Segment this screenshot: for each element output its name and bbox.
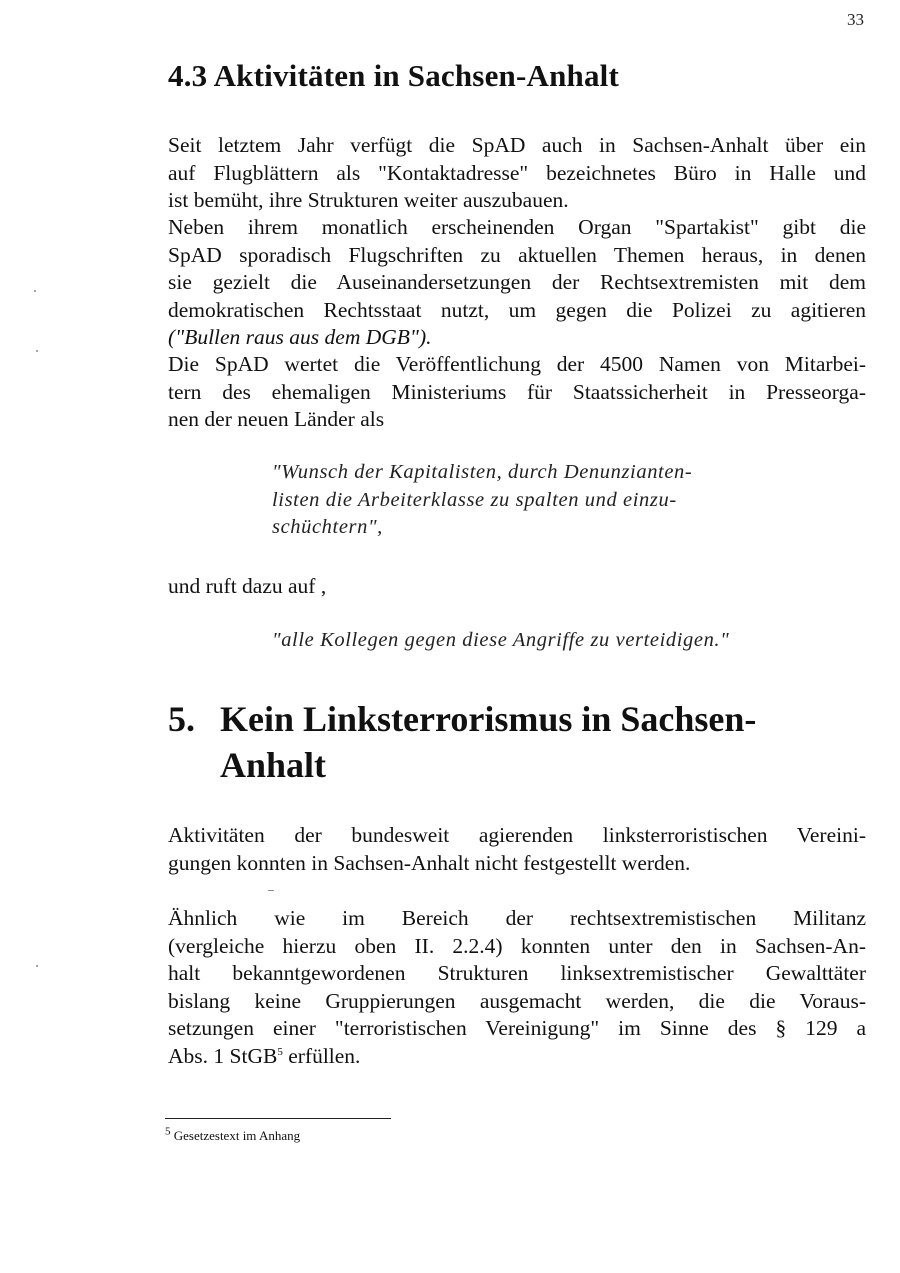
text-line [168,1043,866,1071]
text-line: halt bekanntgewordenen Strukturen linksextremistischer Gewalttäter [168,961,866,985]
paragraph-spad-publications [168,214,866,352]
text-line: setzungen einer "terroristischen Vereinigung" im Sinne des § 129 a [168,1016,866,1040]
text-line: auf Flugblättern als "Kontaktadresse" bezeichnetes Büro in Halle und [168,160,866,185]
call-text: und ruft dazu auf , [168,574,327,598]
text-line: Aktivitäten der bundesweit agierenden linksterroristischen Vereini- [168,823,866,847]
text-line: Die SpAD wertet die Veröffentlichung der 4500 Namen von Mitarbei- [168,352,866,376]
scan-speck [34,290,36,292]
footnote-reference[interactable]: 5 [277,1045,283,1058]
text-line: demokratischen Rechtsstaat nutzt, um gegen die Polizei zu agitieren [168,297,866,322]
text-line: sie gezielt die Auseinandersetzungen der Rechtsextremisten mit dem [168,270,866,294]
text-line: nen der neuen Länder als [168,407,385,431]
chapter-number: 5. [168,699,195,739]
text-line: Neben ihrem monatlich erscheinenden Organ "Spartakist" gibt die [168,215,866,239]
text-fragment: Abs. 1 StGB [168,1043,278,1068]
scan-speck [36,965,38,967]
chapter-title-line2: Anhalt [220,745,327,785]
chapter-title-line1: Kein Linksterrorismus in Sachsen- [220,699,757,739]
quote-line: schüchtern", [272,516,383,538]
paragraph-militancy [168,905,866,1070]
text-line: tern des ehemaligen Ministeriums für Staatssicherheit in Presseorga- [168,379,866,404]
scan-speck [268,890,274,891]
footnote [165,1125,301,1144]
section-heading: 4.3 Aktivitäten in Sachsen-Anhalt [168,58,619,93]
text-fragment: erfüllen. [282,1043,361,1068]
scan-speck [36,350,38,352]
quote-line: listen die Arbeiterklasse zu spalten und einzu- [272,488,677,511]
chapter-heading [168,696,756,788]
text-line: ist bemüht, ihre Strukturen weiter auszubauen. [168,188,569,212]
text-line: gungen konnten in Sachsen-Anhalt nicht festgestellt werden. [168,850,691,875]
page-number: 33 [847,10,864,29]
text-line: SpAD sporadisch Flugschriften zu aktuellen Themen heraus, in denen [168,242,866,267]
footnote-text: Gesetzestext im Anhang [170,1128,301,1143]
text-line: (vergleiche hierzu oben II. 2.2.4) konnten unter den in Sachsen-An- [168,933,866,958]
paragraph-no-terror-groups [168,822,866,877]
block-quote-colleagues: "alle Kollegen gegen diese Angriffe zu verteidigen." [272,629,730,651]
footnote-divider [165,1118,391,1119]
text-line: Seit letztem Jahr verfügt die SpAD auch in Sachsen-Anhalt über ein [168,133,866,157]
text-line: bislang keine Gruppierungen ausgemacht werden, die die Voraus- [168,988,866,1013]
paragraph-stasi-names [168,351,866,434]
paragraph-spad-office [168,132,866,215]
block-quote-capitalists [272,459,692,542]
inline-quote: ("Bullen raus aus dem DGB"). [168,325,432,349]
footnote-mark: 5 [165,1125,171,1138]
text-line: Ähnlich wie im Bereich der rechtsextremistischen Militanz [168,906,866,930]
quote-line: "Wunsch der Kapitalisten, durch Denunzianten- [272,461,693,483]
